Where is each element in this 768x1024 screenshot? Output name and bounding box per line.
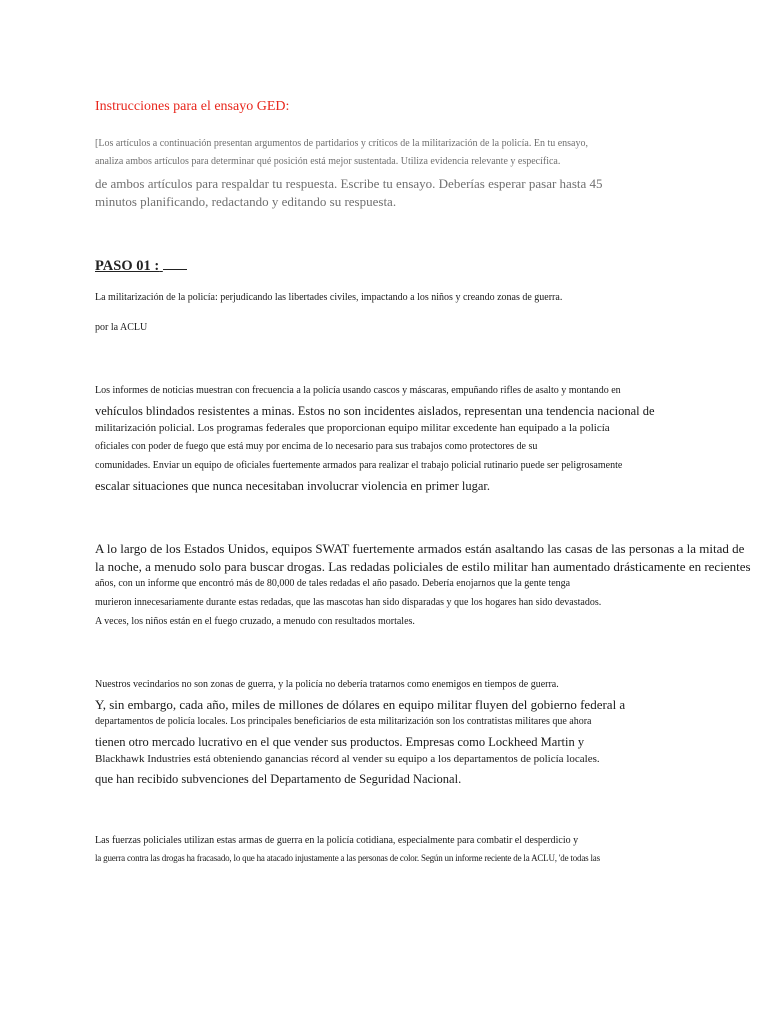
instructions-line: de ambos artículos para respaldar tu respuesta. Escribe tu ensayo. Deberías esperar pasar hasta 45 <box>95 176 603 191</box>
instructions-line: [Los artículos a continuación presentan argumentos de partidarios y críticos de la militarización de la policía. En tu ensayo, <box>95 138 588 149</box>
article-byline: por la ACLU <box>95 322 148 333</box>
article-title: La militarización de la policía: perjudicando las libertades civiles, impactando a los niños y creando zonas de guerra. <box>95 292 563 303</box>
paragraph-line: Nuestros vecindarios no son zonas de guerra, y la policía no debería tratarnos como enemigos en tiempos de guerra. <box>95 679 559 690</box>
step-label: PASO 01 : <box>95 258 160 274</box>
paragraph-line: tienen otro mercado lucrativo en el que vender sus productos. Empresas como Lockheed Martin y <box>95 735 585 749</box>
instructions-line: minutos planificando, redactando y editando su respuesta. <box>95 194 397 209</box>
paragraph-line: Blackhawk Industries está obteniendo ganancias récord al vender su equipo a los departamentos de policía locales. <box>95 753 600 765</box>
paragraph-line: años, con un informe que encontró más de 80,000 de tales redadas el año pasado. Debería enojarnos que la gente tenga <box>95 578 571 589</box>
essay-instructions-title: Instrucciones para el ensayo GED: <box>95 99 290 114</box>
paragraph-line: militarización policial. Los programas federales que proporcionan equipo militar excedente han equipado a la policía <box>95 422 610 434</box>
paragraph-line: la noche, a menudo solo para buscar drogas. Las redadas policiales de estilo militar han aumentado drásticamente en recientes <box>95 559 751 574</box>
step-heading <box>95 259 187 274</box>
paragraph-line: que han recibido subvenciones del Departamento de Seguridad Nacional. <box>95 772 462 786</box>
paragraph-line: oficiales con poder de fuego que está muy por encima de lo necesario para sus trabajos como protectores de su <box>95 441 538 452</box>
paragraph-line: A veces, los niños están en el fuego cruzado, a menudo con resultados mortales. <box>95 616 415 627</box>
paragraph-line: A lo largo de los Estados Unidos, equipos SWAT fuertemente armados están asaltando las casas de las personas a la mitad de <box>95 541 745 556</box>
paragraph-line: Los informes de noticias muestran con frecuencia a la policía usando cascos y máscaras, empuñando rifles de asalto y montando en <box>95 385 621 396</box>
instructions-line: analiza ambos artículos para determinar qué posición está mejor sustentada. Utiliza evidencia relevante y específica. <box>95 156 561 167</box>
paragraph-line: departamentos de policía locales. Los principales beneficiarios de esta militarización son los contratistas militares que ahora <box>95 716 592 727</box>
paragraph-line: murieron innecesariamente durante estas redadas, que las mascotas han sido disparadas y que los hogares han sido devastados. <box>95 597 602 608</box>
paragraph-line: escalar situaciones que nunca necesitaban involucrar violencia en primer lugar. <box>95 479 490 493</box>
paragraph-line: la guerra contra las drogas ha fracasado, lo que ha atacado injustamente a las personas de color. Según un informe reciente de la ACLU, 'de todas las <box>95 853 600 863</box>
paragraph-line: comunidades. Enviar un equipo de oficiales fuertemente armados para realizar el trabajo policial rutinario puede ser peligrosamente <box>95 460 623 471</box>
paragraph-line: Y, sin embargo, cada año, miles de millones de dólares en equipo militar fluyen del gobierno federal a <box>95 697 626 712</box>
paragraph-line: vehículos blindados resistentes a minas. Estos no son incidentes aislados, representan una tendencia nacional de <box>95 404 655 418</box>
paragraph-line: Las fuerzas policiales utilizan estas armas de guerra en la policía cotidiana, especialmente para combatir el desperdicio y <box>95 835 579 846</box>
step-blank <box>163 269 187 270</box>
